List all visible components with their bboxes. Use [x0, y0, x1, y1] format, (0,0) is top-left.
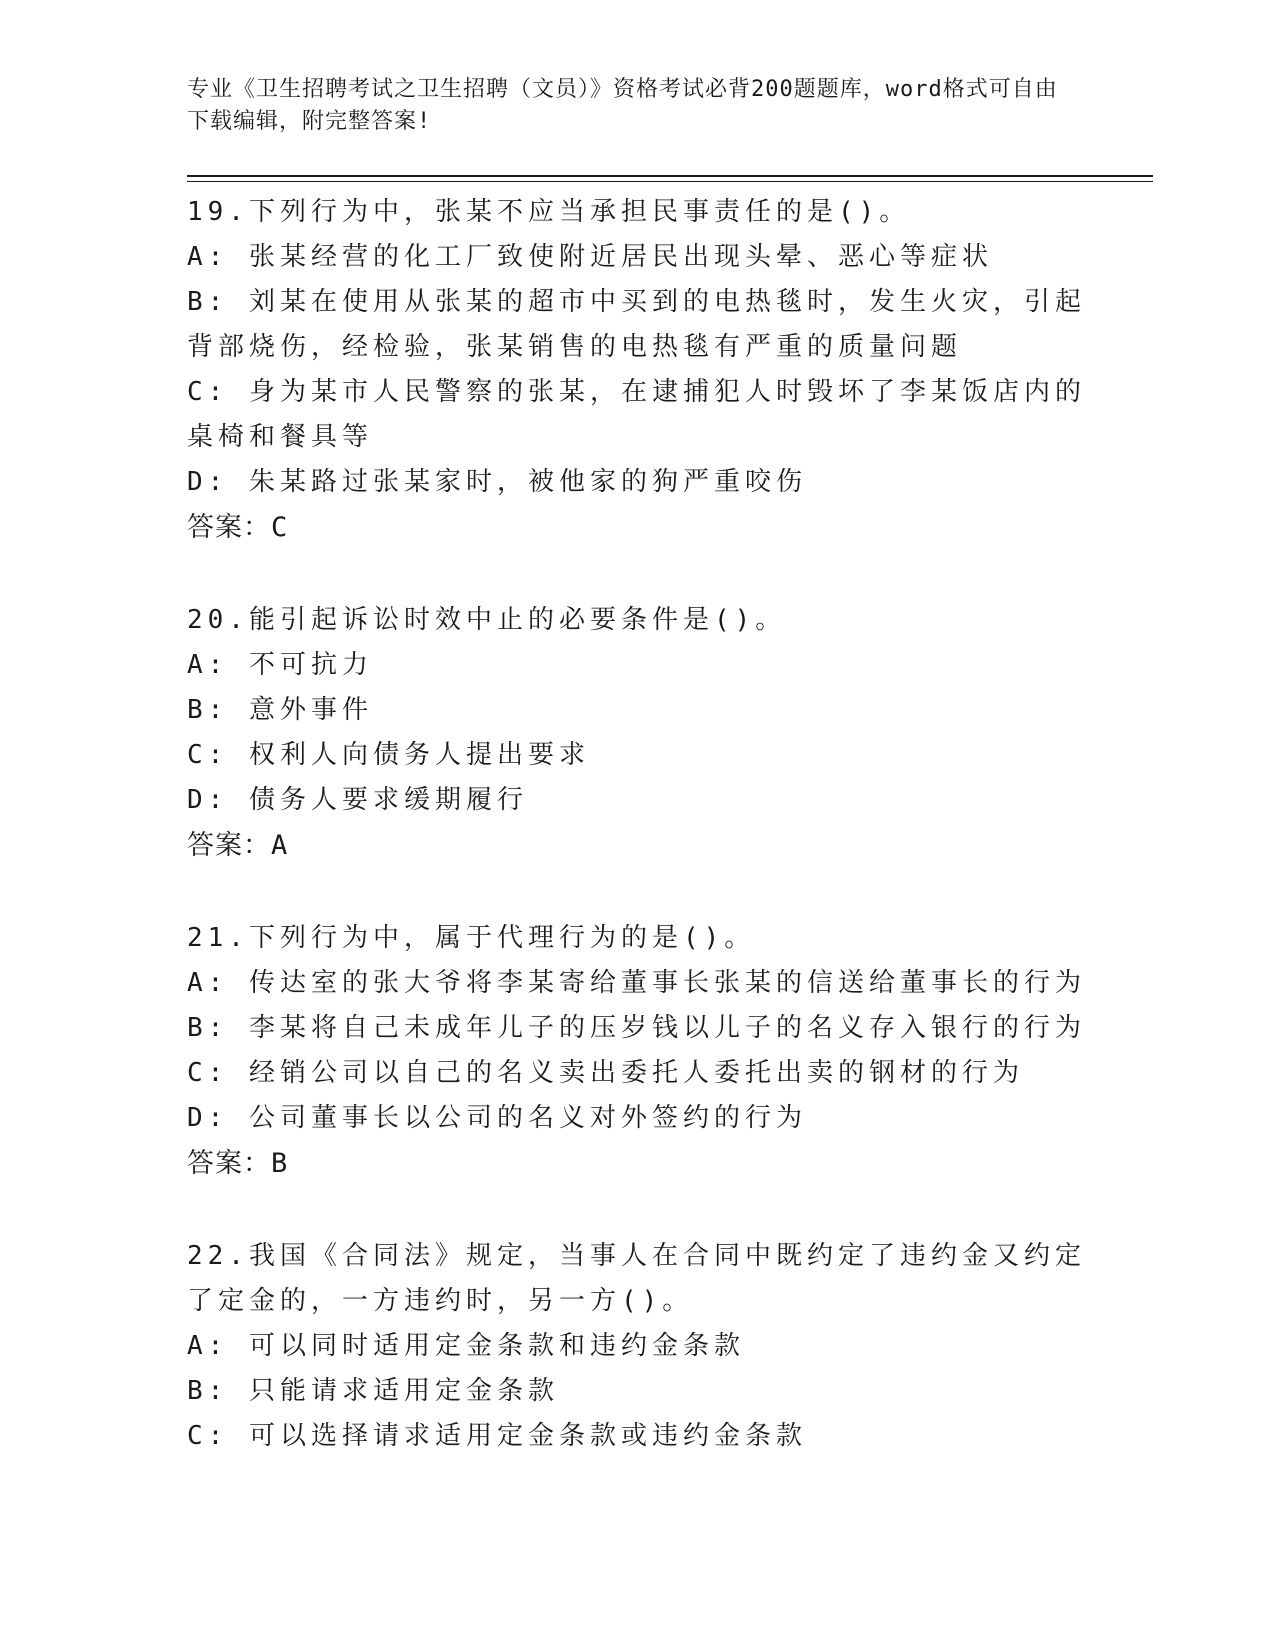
question-stem: 19.下列行为中，张某不应当承担民事责任的是()。: [187, 197, 911, 227]
option-d: D: 朱某路过张某家时，被他家的狗严重咬伤: [187, 467, 807, 497]
question-list: [187, 190, 1087, 1459]
spacer: [187, 868, 1087, 916]
question-22: [187, 1234, 1087, 1459]
option-a: A: 不可抗力: [187, 650, 373, 680]
answer-value: C: [271, 512, 289, 543]
answer-value: B: [271, 1148, 289, 1179]
question-stem: 22.我国《合同法》规定，当事人在合同中既约定了违约金又约定了定金的，一方违约时，另一方()。: [187, 1241, 1086, 1316]
question-stem: 20.能引起诉讼时效中止的必要条件是()。: [187, 605, 787, 635]
option-b: B: 意外事件: [187, 695, 373, 725]
document-header: 专业《卫生招聘考试之卫生招聘（文员）》资格考试必背200题题库，word格式可自由下载编辑，附完整答案!: [187, 77, 1058, 134]
question-20: [187, 598, 1087, 868]
answer-line: [187, 505, 1087, 550]
option-d: D: 公司董事长以公司的名义对外签约的行为: [187, 1103, 807, 1133]
option-b: B: 刘某在使用从张某的超市中买到的电热毯时，发生火灾，引起背部烧伤，经检验，张某销售的电热毯有严重的质量问题: [187, 287, 1086, 362]
answer-line: [187, 823, 1087, 868]
header-rule-thin: [187, 181, 1153, 182]
option-c: C: 可以选择请求适用定金条款或违约金条款: [187, 1421, 807, 1451]
option-c: C: 权利人向债务人提出要求: [187, 740, 590, 770]
answer-value: A: [271, 830, 289, 861]
option-a: A: 传达室的张大爷将李某寄给董事长张某的信送给董事长的行为: [187, 968, 1086, 998]
option-b: B: 李某将自己未成年儿子的压岁钱以儿子的名义存入银行的行为: [187, 1013, 1086, 1043]
question-21: [187, 916, 1087, 1186]
option-c: C: 身为某市人民警察的张某，在逮捕犯人时毁坏了李某饭店内的桌椅和餐具等: [187, 377, 1086, 452]
option-d: D: 债务人要求缓期履行: [187, 785, 528, 815]
answer-label: 答案：: [187, 1148, 271, 1179]
answer-label: 答案：: [187, 512, 271, 543]
answer-label: 答案：: [187, 830, 271, 861]
answer-line: [187, 1141, 1087, 1186]
spacer: [187, 550, 1087, 598]
option-b: B: 只能请求适用定金条款: [187, 1376, 559, 1406]
spacer: [187, 1186, 1087, 1234]
question-stem: 21.下列行为中，属于代理行为的是()。: [187, 923, 756, 953]
question-19: [187, 190, 1087, 550]
option-a: A: 可以同时适用定金条款和违约金条款: [187, 1331, 745, 1361]
header-rule-thick: [187, 175, 1153, 177]
option-a: A: 张某经营的化工厂致使附近居民出现头晕、恶心等症状: [187, 242, 993, 272]
option-c: C: 经销公司以自己的名义卖出委托人委托出卖的钢材的行为: [187, 1058, 1024, 1088]
